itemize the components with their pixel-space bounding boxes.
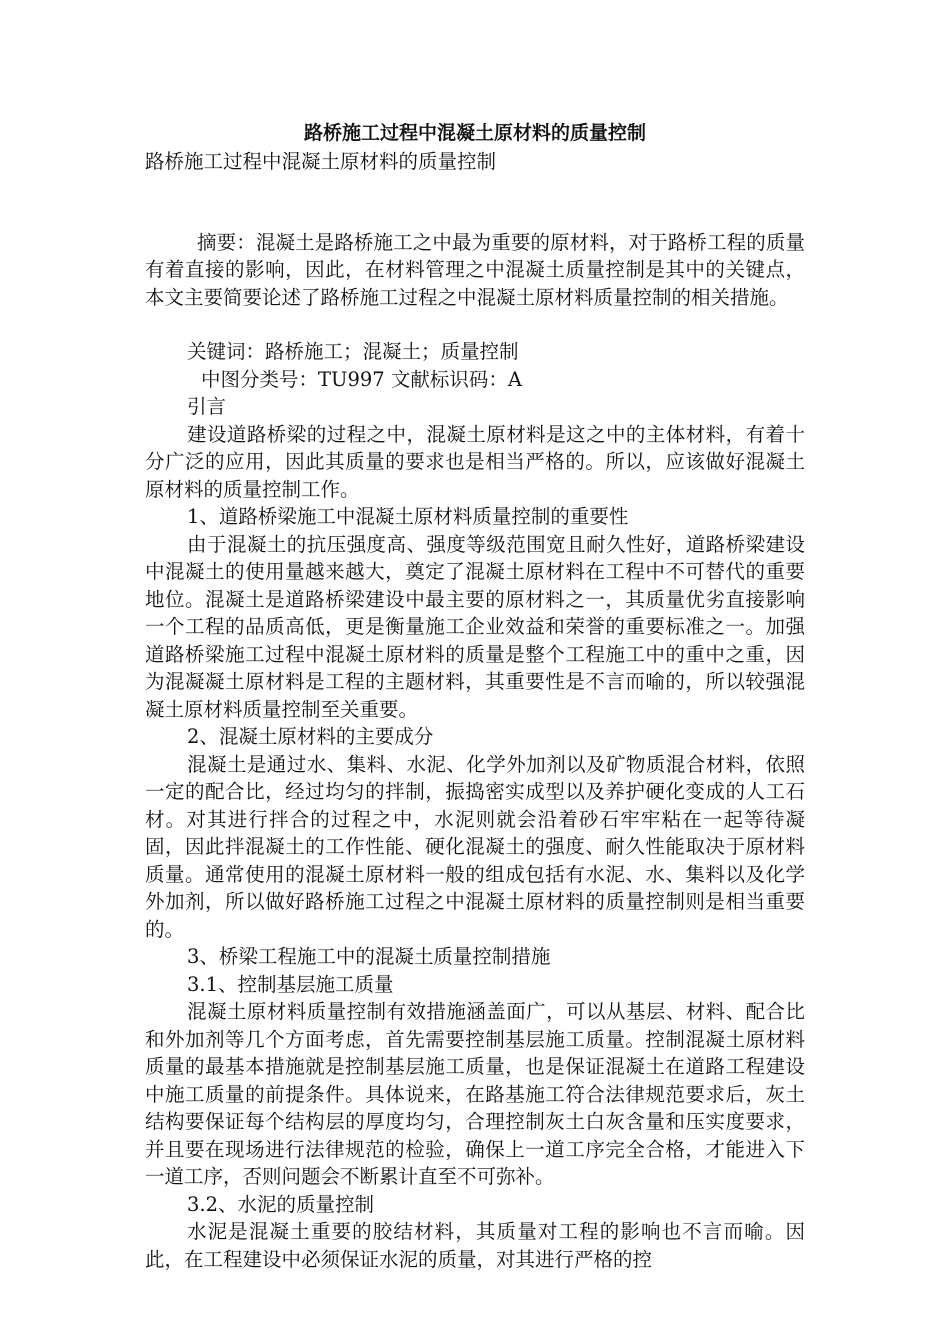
keywords-line: 关键词：路桥施工；混凝土；质量控制 bbox=[187, 340, 519, 363]
section-3-1-heading: 3.1、控制基层施工质量 bbox=[187, 972, 394, 996]
section-1-heading: 1、道路桥梁施工中混凝土原材料质量控制的重要性 bbox=[187, 505, 629, 528]
section-3-2-paragraph: 水泥是混凝土重要的胶结材料，其质量对工程的影响也不言而喻。因此，在工程建设中必须保证水泥的质量，对其进行严格的控 bbox=[145, 1220, 805, 1271]
section-3-2-heading: 3.2、水泥的质量控制 bbox=[187, 1192, 375, 1216]
classification-line: 中图分类号：TU997 文献标识码：A bbox=[201, 367, 522, 391]
section-1-paragraph: 由于混凝土的抗压强度高、强度等级范围宽且耐久性好，道路桥梁建设中混凝土的使用量越来越大，奠定了混凝土原材料在工程中不可替代的重要地位。混凝土是道路桥梁建设中最主要的原材料之一，其质量优劣直接影响一个工程的品质高低，更是衡量施工企业效益和荣誉的重要标准之一。加强道路桥梁施工过程中混凝土原材料的质量是整个工程施工中的重中之重，因为混凝凝土原材料是工程的主题材料，其重要性是不言而喻的，所以较强混凝土原材料质量控制至关重要。 bbox=[145, 532, 805, 721]
document-page bbox=[145, 118, 805, 1273]
section-3-1-paragraph: 混凝土原材料质量控制有效措施涵盖面广，可以从基层、材料、配合比和外加剂等几个方面考虑，首先需要控制基层施工质量。控制混凝土原材料质量的最基本措施就是控制基层施工质量，也是保证混凝土在道路工程建设中施工质量的前提条件。具体说来，在路基施工符合法律规范要求后，灰土结构要保证每个结构层的厚度均匀，合理控制灰土白灰含量和压实度要求，并且要在现场进行法律规范的检验，确保上一道工序完全合格，才能进入下一道工序，否则问题会不断累计直至不可弥补。 bbox=[145, 1000, 805, 1188]
intro-heading: 引言 bbox=[187, 395, 227, 418]
document-subtitle: 路桥施工过程中混凝土原材料的质量控制 bbox=[145, 150, 497, 173]
document-title: 路桥施工过程中混凝土原材料的质量控制 bbox=[303, 122, 646, 144]
abstract-paragraph: 摘要：混凝土是路桥施工之中最为重要的原材料，对于路桥工程的质量有着直接的影响，因此，在材料管理之中混凝土质量控制是其中的关键点，本文主要简要论述了路桥施工过程之中混凝土原材料质量控制的相关措施。 bbox=[145, 230, 805, 309]
intro-paragraph: 建设道路桥梁的过程之中，混凝土原材料是这之中的主体材料，有着十分广泛的应用，因此其质量的要求也是相当严格的。所以，应该做好混凝土原材料的质量控制工作。 bbox=[145, 422, 805, 501]
section-2-heading: 2、混凝土原材料的主要成分 bbox=[187, 725, 434, 748]
section-2-paragraph: 混凝土是通过水、集料、水泥、化学外加剂以及矿物质混合材料，依照一定的配合比，经过均匀的拌制，振捣密实成型以及养护硬化变成的人工石材。对其进行拌合的过程之中，水泥则就会沿着砂石牢牢粘在一起等待凝固，因此拌混凝土的工作性能、硬化混凝土的强度、耐久性能取决于原材料质量。通常使用的混凝土原材料一般的组成包括有水泥、水、集料以及化学外加剂，所以做好路桥施工过程之中混凝土原材料的质量控制则是相当重要的。 bbox=[145, 752, 805, 941]
section-3-heading: 3、桥梁工程施工中的混凝土质量控制措施 bbox=[187, 945, 551, 968]
